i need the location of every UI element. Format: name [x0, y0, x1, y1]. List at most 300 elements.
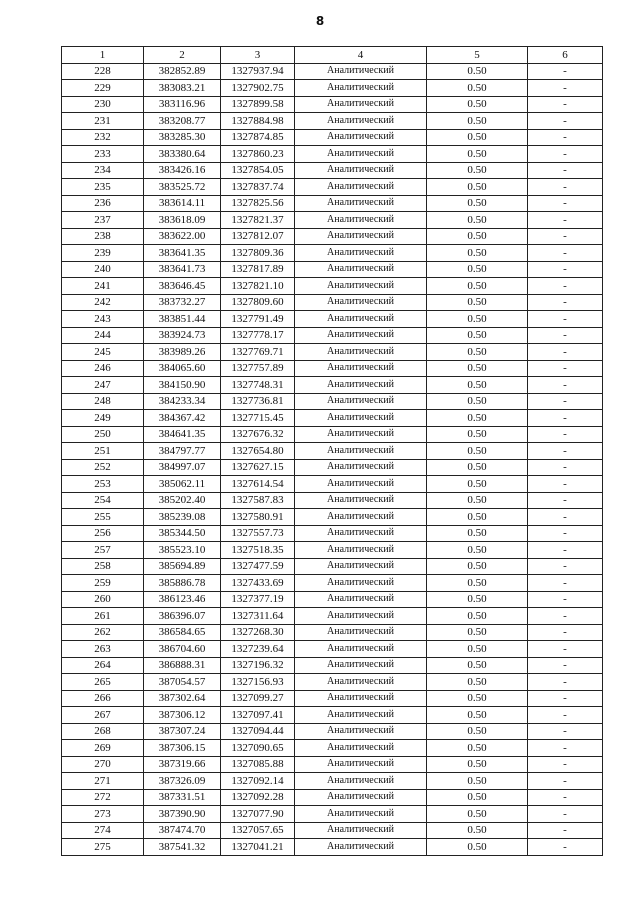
- cell-x: 383989.26: [144, 344, 221, 361]
- cell-accuracy: 0.50: [427, 789, 528, 806]
- cell-point-number: 239: [62, 245, 144, 262]
- cell-note: -: [528, 63, 603, 80]
- cell-x: 383116.96: [144, 96, 221, 113]
- cell-method: Аналитический: [295, 311, 427, 328]
- cell-x: 383525.72: [144, 179, 221, 196]
- cell-y: 1327090.65: [221, 740, 295, 757]
- cell-accuracy: 0.50: [427, 657, 528, 674]
- cell-method: Аналитический: [295, 773, 427, 790]
- cell-x: 384997.07: [144, 459, 221, 476]
- cell-point-number: 246: [62, 360, 144, 377]
- cell-x: 385239.08: [144, 509, 221, 526]
- cell-method: Аналитический: [295, 674, 427, 691]
- table-row: [62, 63, 603, 80]
- cell-note: -: [528, 492, 603, 509]
- cell-note: -: [528, 839, 603, 856]
- cell-method: Аналитический: [295, 410, 427, 427]
- cell-point-number: 265: [62, 674, 144, 691]
- cell-accuracy: 0.50: [427, 575, 528, 592]
- cell-point-number: 244: [62, 327, 144, 344]
- cell-note: -: [528, 591, 603, 608]
- cell-point-number: 248: [62, 393, 144, 410]
- cell-method: Аналитический: [295, 245, 427, 262]
- table-row: [62, 740, 603, 757]
- cell-method: Аналитический: [295, 212, 427, 229]
- table-row: [62, 426, 603, 443]
- cell-y: 1327821.37: [221, 212, 295, 229]
- cell-method: Аналитический: [295, 806, 427, 823]
- cell-note: -: [528, 707, 603, 724]
- cell-note: -: [528, 261, 603, 278]
- cell-y: 1327627.15: [221, 459, 295, 476]
- cell-y: 1327614.54: [221, 476, 295, 493]
- cell-accuracy: 0.50: [427, 624, 528, 641]
- table-row: [62, 327, 603, 344]
- table-row: [62, 756, 603, 773]
- cell-y: 1327902.75: [221, 80, 295, 97]
- table-row: [62, 558, 603, 575]
- cell-accuracy: 0.50: [427, 245, 528, 262]
- column-header-x: 2: [144, 47, 221, 64]
- cell-x: 387474.70: [144, 822, 221, 839]
- cell-point-number: 253: [62, 476, 144, 493]
- cell-note: -: [528, 575, 603, 592]
- cell-x: 384065.60: [144, 360, 221, 377]
- cell-accuracy: 0.50: [427, 443, 528, 460]
- cell-y: 1327085.88: [221, 756, 295, 773]
- cell-x: 384367.42: [144, 410, 221, 427]
- table-row: [62, 657, 603, 674]
- cell-x: 387331.51: [144, 789, 221, 806]
- cell-y: 1327809.60: [221, 294, 295, 311]
- cell-method: Аналитический: [295, 426, 427, 443]
- cell-method: Аналитический: [295, 740, 427, 757]
- cell-y: 1327239.64: [221, 641, 295, 658]
- table-row: [62, 674, 603, 691]
- cell-x: 387307.24: [144, 723, 221, 740]
- table-row: [62, 591, 603, 608]
- cell-method: Аналитический: [295, 657, 427, 674]
- cell-point-number: 257: [62, 542, 144, 559]
- table-row: [62, 179, 603, 196]
- cell-note: -: [528, 822, 603, 839]
- table-row: [62, 212, 603, 229]
- cell-point-number: 247: [62, 377, 144, 394]
- cell-note: -: [528, 129, 603, 146]
- cell-method: Аналитический: [295, 459, 427, 476]
- cell-accuracy: 0.50: [427, 146, 528, 163]
- cell-note: -: [528, 509, 603, 526]
- cell-note: -: [528, 624, 603, 641]
- table-row: [62, 641, 603, 658]
- cell-method: Аналитический: [295, 723, 427, 740]
- coordinates-table: [61, 46, 603, 856]
- cell-method: Аналитический: [295, 476, 427, 493]
- cell-x: 383614.11: [144, 195, 221, 212]
- cell-note: -: [528, 806, 603, 823]
- cell-y: 1327377.19: [221, 591, 295, 608]
- cell-point-number: 237: [62, 212, 144, 229]
- cell-y: 1327817.89: [221, 261, 295, 278]
- cell-note: -: [528, 542, 603, 559]
- cell-x: 383622.00: [144, 228, 221, 245]
- cell-point-number: 243: [62, 311, 144, 328]
- cell-accuracy: 0.50: [427, 839, 528, 856]
- cell-point-number: 229: [62, 80, 144, 97]
- cell-note: -: [528, 228, 603, 245]
- cell-accuracy: 0.50: [427, 674, 528, 691]
- cell-accuracy: 0.50: [427, 96, 528, 113]
- cell-point-number: 228: [62, 63, 144, 80]
- cell-point-number: 260: [62, 591, 144, 608]
- cell-x: 387541.32: [144, 839, 221, 856]
- cell-accuracy: 0.50: [427, 179, 528, 196]
- cell-method: Аналитический: [295, 228, 427, 245]
- cell-note: -: [528, 674, 603, 691]
- cell-method: Аналитический: [295, 839, 427, 856]
- cell-note: -: [528, 96, 603, 113]
- cell-point-number: 266: [62, 690, 144, 707]
- table-row: [62, 525, 603, 542]
- cell-note: -: [528, 377, 603, 394]
- table-row: [62, 344, 603, 361]
- cell-x: 386888.31: [144, 657, 221, 674]
- table-row: [62, 278, 603, 295]
- cell-accuracy: 0.50: [427, 723, 528, 740]
- cell-y: 1327077.90: [221, 806, 295, 823]
- cell-y: 1327937.94: [221, 63, 295, 80]
- cell-point-number: 271: [62, 773, 144, 790]
- cell-x: 387326.09: [144, 773, 221, 790]
- cell-y: 1327748.31: [221, 377, 295, 394]
- cell-accuracy: 0.50: [427, 212, 528, 229]
- cell-note: -: [528, 443, 603, 460]
- cell-y: 1327676.32: [221, 426, 295, 443]
- cell-method: Аналитический: [295, 129, 427, 146]
- cell-x: 387054.57: [144, 674, 221, 691]
- cell-y: 1327587.83: [221, 492, 295, 509]
- cell-accuracy: 0.50: [427, 806, 528, 823]
- table-row: [62, 542, 603, 559]
- cell-point-number: 273: [62, 806, 144, 823]
- cell-x: 386123.46: [144, 591, 221, 608]
- cell-point-number: 274: [62, 822, 144, 839]
- cell-point-number: 259: [62, 575, 144, 592]
- cell-note: -: [528, 690, 603, 707]
- cell-note: -: [528, 789, 603, 806]
- cell-x: 384641.35: [144, 426, 221, 443]
- cell-point-number: 254: [62, 492, 144, 509]
- table-row: [62, 360, 603, 377]
- cell-note: -: [528, 311, 603, 328]
- cell-method: Аналитический: [295, 80, 427, 97]
- cell-method: Аналитический: [295, 261, 427, 278]
- cell-x: 387306.15: [144, 740, 221, 757]
- cell-accuracy: 0.50: [427, 542, 528, 559]
- cell-note: -: [528, 558, 603, 575]
- cell-y: 1327821.10: [221, 278, 295, 295]
- cell-method: Аналитический: [295, 377, 427, 394]
- cell-method: Аналитический: [295, 393, 427, 410]
- cell-point-number: 256: [62, 525, 144, 542]
- cell-method: Аналитический: [295, 146, 427, 163]
- cell-accuracy: 0.50: [427, 113, 528, 130]
- cell-y: 1327580.91: [221, 509, 295, 526]
- table-row: [62, 80, 603, 97]
- cell-accuracy: 0.50: [427, 195, 528, 212]
- table-row: [62, 129, 603, 146]
- cell-x: 383285.30: [144, 129, 221, 146]
- cell-x: 384233.34: [144, 393, 221, 410]
- cell-point-number: 238: [62, 228, 144, 245]
- cell-accuracy: 0.50: [427, 377, 528, 394]
- cell-point-number: 263: [62, 641, 144, 658]
- cell-point-number: 231: [62, 113, 144, 130]
- cell-point-number: 270: [62, 756, 144, 773]
- cell-x: 385344.50: [144, 525, 221, 542]
- cell-accuracy: 0.50: [427, 162, 528, 179]
- cell-note: -: [528, 212, 603, 229]
- table-row: [62, 509, 603, 526]
- cell-method: Аналитический: [295, 360, 427, 377]
- column-header-method: 4: [295, 47, 427, 64]
- cell-note: -: [528, 756, 603, 773]
- cell-y: 1327041.21: [221, 839, 295, 856]
- table-row: [62, 146, 603, 163]
- cell-y: 1327518.35: [221, 542, 295, 559]
- cell-accuracy: 0.50: [427, 740, 528, 757]
- cell-note: -: [528, 113, 603, 130]
- cell-method: Аналитический: [295, 822, 427, 839]
- cell-point-number: 241: [62, 278, 144, 295]
- cell-accuracy: 0.50: [427, 294, 528, 311]
- table-row: [62, 789, 603, 806]
- cell-note: -: [528, 525, 603, 542]
- cell-y: 1327769.71: [221, 344, 295, 361]
- cell-note: -: [528, 146, 603, 163]
- table-header-row: [62, 47, 603, 64]
- cell-accuracy: 0.50: [427, 344, 528, 361]
- table-row: [62, 806, 603, 823]
- cell-x: 385694.89: [144, 558, 221, 575]
- table-row: [62, 195, 603, 212]
- cell-x: 383641.73: [144, 261, 221, 278]
- table-body: [62, 63, 603, 855]
- cell-y: 1327812.07: [221, 228, 295, 245]
- cell-x: 386704.60: [144, 641, 221, 658]
- cell-method: Аналитический: [295, 641, 427, 658]
- cell-point-number: 252: [62, 459, 144, 476]
- cell-method: Аналитический: [295, 96, 427, 113]
- cell-x: 387306.12: [144, 707, 221, 724]
- table-row: [62, 113, 603, 130]
- cell-y: 1327196.32: [221, 657, 295, 674]
- cell-y: 1327156.93: [221, 674, 295, 691]
- table-row: [62, 245, 603, 262]
- cell-note: -: [528, 80, 603, 97]
- table-row: [62, 723, 603, 740]
- cell-point-number: 255: [62, 509, 144, 526]
- cell-y: 1327097.41: [221, 707, 295, 724]
- cell-y: 1327092.14: [221, 773, 295, 790]
- cell-accuracy: 0.50: [427, 525, 528, 542]
- cell-x: 387319.66: [144, 756, 221, 773]
- cell-accuracy: 0.50: [427, 509, 528, 526]
- table-row: [62, 459, 603, 476]
- table-row: [62, 624, 603, 641]
- cell-method: Аналитический: [295, 789, 427, 806]
- cell-note: -: [528, 459, 603, 476]
- table-row: [62, 839, 603, 856]
- cell-point-number: 245: [62, 344, 144, 361]
- cell-note: -: [528, 162, 603, 179]
- cell-note: -: [528, 740, 603, 757]
- cell-x: 387390.90: [144, 806, 221, 823]
- cell-note: -: [528, 773, 603, 790]
- cell-accuracy: 0.50: [427, 228, 528, 245]
- cell-y: 1327899.58: [221, 96, 295, 113]
- cell-accuracy: 0.50: [427, 278, 528, 295]
- column-header-point-number: 1: [62, 47, 144, 64]
- cell-point-number: 269: [62, 740, 144, 757]
- table-row: [62, 492, 603, 509]
- cell-y: 1327837.74: [221, 179, 295, 196]
- cell-accuracy: 0.50: [427, 690, 528, 707]
- table-row: [62, 822, 603, 839]
- cell-x: 385062.11: [144, 476, 221, 493]
- cell-point-number: 251: [62, 443, 144, 460]
- cell-point-number: 234: [62, 162, 144, 179]
- cell-method: Аналитический: [295, 344, 427, 361]
- cell-point-number: 235: [62, 179, 144, 196]
- cell-y: 1327809.36: [221, 245, 295, 262]
- table-row: [62, 96, 603, 113]
- cell-method: Аналитический: [295, 113, 427, 130]
- cell-method: Аналитический: [295, 525, 427, 542]
- table-row: [62, 311, 603, 328]
- cell-y: 1327311.64: [221, 608, 295, 625]
- cell-y: 1327094.44: [221, 723, 295, 740]
- cell-accuracy: 0.50: [427, 80, 528, 97]
- column-header-note: 6: [528, 47, 603, 64]
- cell-point-number: 230: [62, 96, 144, 113]
- cell-x: 386396.07: [144, 608, 221, 625]
- cell-method: Аналитический: [295, 756, 427, 773]
- cell-accuracy: 0.50: [427, 360, 528, 377]
- cell-x: 385202.40: [144, 492, 221, 509]
- cell-point-number: 268: [62, 723, 144, 740]
- cell-x: 383083.21: [144, 80, 221, 97]
- cell-y: 1327854.05: [221, 162, 295, 179]
- cell-note: -: [528, 426, 603, 443]
- cell-method: Аналитический: [295, 608, 427, 625]
- cell-note: -: [528, 393, 603, 410]
- cell-y: 1327715.45: [221, 410, 295, 427]
- cell-x: 382852.89: [144, 63, 221, 80]
- cell-x: 383851.44: [144, 311, 221, 328]
- cell-accuracy: 0.50: [427, 591, 528, 608]
- cell-x: 387302.64: [144, 690, 221, 707]
- cell-note: -: [528, 641, 603, 658]
- cell-accuracy: 0.50: [427, 492, 528, 509]
- cell-x: 383646.45: [144, 278, 221, 295]
- cell-accuracy: 0.50: [427, 773, 528, 790]
- cell-y: 1327057.65: [221, 822, 295, 839]
- cell-point-number: 242: [62, 294, 144, 311]
- cell-accuracy: 0.50: [427, 426, 528, 443]
- cell-x: 384797.77: [144, 443, 221, 460]
- cell-point-number: 272: [62, 789, 144, 806]
- cell-x: 386584.65: [144, 624, 221, 641]
- cell-method: Аналитический: [295, 327, 427, 344]
- cell-point-number: 261: [62, 608, 144, 625]
- cell-accuracy: 0.50: [427, 63, 528, 80]
- table-row: [62, 393, 603, 410]
- cell-accuracy: 0.50: [427, 822, 528, 839]
- cell-y: 1327825.56: [221, 195, 295, 212]
- cell-method: Аналитический: [295, 294, 427, 311]
- cell-x: 384150.90: [144, 377, 221, 394]
- table-row: [62, 443, 603, 460]
- cell-point-number: 258: [62, 558, 144, 575]
- cell-y: 1327654.80: [221, 443, 295, 460]
- cell-note: -: [528, 344, 603, 361]
- cell-method: Аналитический: [295, 509, 427, 526]
- cell-method: Аналитический: [295, 162, 427, 179]
- cell-accuracy: 0.50: [427, 410, 528, 427]
- cell-accuracy: 0.50: [427, 641, 528, 658]
- cell-method: Аналитический: [295, 707, 427, 724]
- cell-accuracy: 0.50: [427, 558, 528, 575]
- cell-method: Аналитический: [295, 624, 427, 641]
- cell-method: Аналитический: [295, 591, 427, 608]
- table-row: [62, 261, 603, 278]
- cell-note: -: [528, 608, 603, 625]
- table-row: [62, 773, 603, 790]
- cell-note: -: [528, 195, 603, 212]
- cell-note: -: [528, 476, 603, 493]
- table-row: [62, 410, 603, 427]
- cell-point-number: 267: [62, 707, 144, 724]
- cell-y: 1327092.28: [221, 789, 295, 806]
- cell-note: -: [528, 245, 603, 262]
- cell-note: -: [528, 723, 603, 740]
- cell-x: 383208.77: [144, 113, 221, 130]
- cell-note: -: [528, 410, 603, 427]
- cell-accuracy: 0.50: [427, 327, 528, 344]
- cell-method: Аналитический: [295, 195, 427, 212]
- column-header-y: 3: [221, 47, 295, 64]
- cell-accuracy: 0.50: [427, 459, 528, 476]
- cell-point-number: 275: [62, 839, 144, 856]
- cell-y: 1327874.85: [221, 129, 295, 146]
- cell-point-number: 232: [62, 129, 144, 146]
- cell-y: 1327884.98: [221, 113, 295, 130]
- cell-accuracy: 0.50: [427, 707, 528, 724]
- table-row: [62, 228, 603, 245]
- cell-x: 383732.27: [144, 294, 221, 311]
- cell-point-number: 249: [62, 410, 144, 427]
- table-row: [62, 707, 603, 724]
- cell-method: Аналитический: [295, 575, 427, 592]
- cell-y: 1327757.89: [221, 360, 295, 377]
- cell-y: 1327860.23: [221, 146, 295, 163]
- cell-point-number: 236: [62, 195, 144, 212]
- cell-x: 383924.73: [144, 327, 221, 344]
- cell-note: -: [528, 360, 603, 377]
- cell-y: 1327477.59: [221, 558, 295, 575]
- cell-x: 383618.09: [144, 212, 221, 229]
